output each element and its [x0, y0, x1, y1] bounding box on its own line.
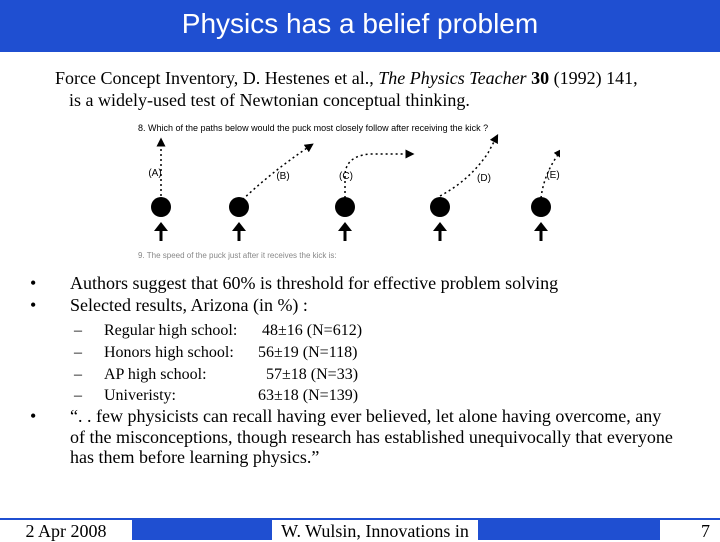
bullet-marker: •	[30, 406, 37, 426]
footer-page-number: 7	[660, 520, 720, 540]
option-e-label: (E)	[546, 170, 560, 181]
result-label: Univeristy:	[104, 387, 176, 404]
puck-d	[430, 197, 450, 217]
result-label: Honors high school:	[104, 344, 234, 361]
bullet-text: Authors suggest that 60% is threshold for effective problem solving	[70, 273, 559, 293]
option-b-label: (B)	[276, 171, 290, 182]
bullet-text: Selected results, Arizona (in %) :	[70, 295, 308, 315]
result-label: AP high school:	[104, 366, 207, 383]
result-row-university	[74, 385, 494, 406]
result-value: 57±18 (N=33)	[266, 366, 359, 383]
bullet-marker: •	[30, 295, 37, 315]
figure-question: 8. Which of the paths below would the puck most closely follow after receiving the kick ?	[138, 123, 489, 133]
puck-a	[151, 197, 171, 217]
footer-date: 2 Apr 2008	[0, 520, 132, 540]
citation-volume: 30	[531, 68, 550, 88]
puck-c	[335, 197, 355, 217]
kick-arrow-b	[232, 222, 246, 241]
bullet-marker: •	[30, 273, 37, 293]
puck-paths-diagram	[120, 118, 560, 260]
result-row-ap	[74, 364, 494, 385]
bullet-quote	[30, 406, 690, 470]
kick-arrow-c	[338, 222, 352, 241]
result-value: 48±16 (N=612)	[262, 322, 363, 339]
quote-text: “. . few physicists can recall having ever believed, let alone having overcome, any of the misconceptions, though research has established unequivocally that everyone has them before learning physics.”	[70, 406, 673, 467]
path-b	[239, 146, 310, 203]
result-marker: –	[74, 344, 82, 361]
result-row-honors	[74, 342, 494, 363]
puck-b	[229, 197, 249, 217]
footer-author: W. Wulsin, Innovations in	[272, 520, 478, 540]
result-marker: –	[74, 322, 82, 339]
option-d-label: (D)	[477, 173, 491, 184]
citation-rest: (1992) 141,	[549, 68, 638, 88]
citation-line-2: is a widely-used test of Newtonian conceptual thinking.	[69, 90, 470, 110]
kick-arrow-d	[433, 222, 447, 241]
path-d	[440, 138, 496, 196]
option-a-label: (A)	[148, 168, 162, 179]
result-label: Regular high school:	[104, 322, 238, 339]
kick-arrow-e	[534, 222, 548, 241]
fci-question-figure	[120, 118, 560, 260]
result-marker: –	[74, 387, 82, 404]
citation-journal: The Physics Teacher	[378, 68, 527, 88]
puck-e	[531, 197, 551, 217]
bullet-threshold	[30, 273, 710, 294]
slide-title: Physics has a belief problem	[181, 8, 539, 39]
bullet-results	[30, 295, 710, 316]
citation	[55, 67, 715, 111]
result-marker: –	[74, 366, 82, 383]
figure-cutoff-text: 9. The speed of the puck just after it receives the kick is:	[138, 251, 337, 260]
result-value: 56±19 (N=118)	[258, 344, 358, 361]
citation-prefix: Force Concept Inventory, D. Hestenes et al.,	[55, 68, 379, 88]
result-value: 63±18 (N=139)	[258, 387, 359, 404]
option-c-label: (C)	[339, 171, 353, 182]
result-row-regular	[74, 320, 494, 341]
path-c	[345, 154, 410, 198]
kick-arrow-a	[154, 222, 168, 241]
